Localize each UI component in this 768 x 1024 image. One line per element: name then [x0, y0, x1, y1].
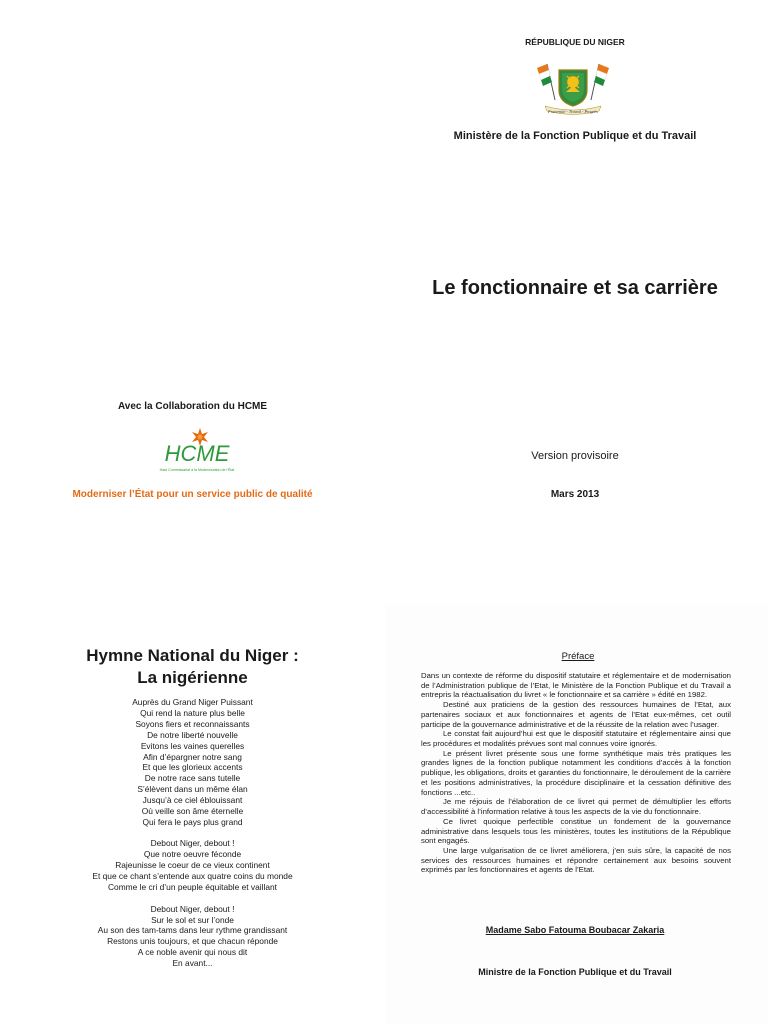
anthem-stanza-2 [60, 838, 325, 893]
anthem-verse: Rajeunisse le coeur de ce vieux continent [115, 860, 270, 871]
anthem-verse: Au son des tam-tams dans leur rythme grandissant [97, 925, 288, 936]
anthem-verse: Afin d’épargner notre sang [143, 751, 242, 762]
anthem-verse: Et que ce chant s’entende aux quatre coins du monde [92, 871, 293, 882]
anthem-stanza-3 [60, 904, 325, 969]
anthem-verse: Auprès du Grand Niger Puissant [132, 697, 253, 707]
anthem-verse: Evitons les vaines querelles [140, 740, 245, 751]
preface-paragraph: Destiné aux praticiens de la gestion des ressources humaines de l’Etat, aux partenaires sociaux et aux fonctionnaires et agents de l’Etat eux-mêmes, cet outil participe de la gouvernance administrative et de la réussite de la relation avec l’usager. [421, 700, 731, 729]
anthem-verse: A ce noble avenir qui nous dit [137, 947, 248, 958]
ministry-header: Ministère de la Fonction Publique et du Travail [453, 130, 697, 142]
hcme-logo [150, 425, 245, 477]
publication-date: Mars 2013 [550, 489, 600, 500]
anthem-verse: Restons unis toujours, et que chacun réponde [107, 936, 278, 947]
republic-name: RÉPUBLIQUE DU NIGER [525, 37, 625, 47]
preface-paragraph: Le constat fait aujourd’hui est que le dispositif statutaire et réglementaire ainsi que les procédures et modalités prévues sont mal connues voire ignorés. [421, 729, 731, 749]
anthem-verse: Que notre oeuvre féconde [143, 849, 242, 860]
anthem-lyrics [60, 697, 325, 980]
collaboration-text: Avec la Collaboration du HCME [117, 401, 268, 412]
preface-author-title: Ministre de la Fonction Publique et du Travail [478, 967, 672, 977]
anthem-verse: Qui rend la nature plus belle [140, 707, 245, 718]
preface-paragraph: Dans un contexte de réforme du dispositif statutaire et réglementaire et de modernisation de l’Administration publique de l’Etat, le Ministère de la Fonction Publique et du Travail a entrepris la réactualisation du livret « le fonctionnaire et sa carrière » édité en 1982. [421, 671, 731, 700]
preface-paragraph: Une large vulgarisation de ce livret améliorera, j’en suis sûre, la capacité de nos services des ressources humaines et répondre certainement aux besoins souvent exprimés par les fonctionnaires et agents de l’Etat. [421, 845, 731, 875]
hcme-logo-subtext: Haut Commissariat à la Modernisation de l'État [159, 468, 235, 472]
anthem-title-line1: Hymne National du Niger : [86, 646, 299, 665]
version-label: Version provisoire [531, 450, 619, 462]
emblem-motto: Fraternité - Travail - Progrès [548, 109, 598, 114]
anthem-title-line2: La nigérienne [137, 668, 248, 687]
anthem-verse: De notre liberté nouvelle [147, 729, 238, 740]
hcme-logo-text: HCME [164, 441, 230, 466]
anthem-verse: De notre race sans tutelle [144, 773, 241, 784]
anthem-verse: Et que les glorieux accents [142, 762, 243, 773]
preface-paragraph: Je me réjouis de l’élaboration de ce livret qui permet de démultiplier les efforts d’accessibilité à l’information relative à tous les aspects de la vie du fonctionnaire. [421, 797, 731, 817]
anthem-verse: En avant... [172, 958, 213, 969]
anthem-verse: Qui fera le pays plus grand [142, 816, 243, 827]
preface-body [421, 671, 731, 875]
anthem-stanza-1 [60, 697, 325, 828]
preface-paragraph: Le présent livret présente sous une forme synthétique mais très pratiques les grandes lignes de la fonction publique notamment les conditions d’accès à la fonction publique, les obligations, droits et garanties du fonctionnaire, le déroulement de la carrière et les positions administratives, la procédure disciplinaire et la cessation définitive des fonctions ...etc.. [421, 748, 731, 797]
anthem-verse: Où veille son âme éternelle [141, 806, 244, 817]
document-title: Le fonctionnaire et sa carrière [432, 277, 718, 299]
preface-title: Préface [561, 651, 595, 662]
anthem-verse: Soyons fiers et reconnaissants [135, 718, 250, 729]
coat-of-arms-icon [533, 52, 613, 118]
hcme-tagline: Moderniser l’État pour un service public de qualité [72, 489, 313, 500]
coat-of-arms-emblem [533, 52, 613, 118]
hcme-logo-icon [150, 425, 245, 477]
anthem-verse: Comme le cri d’un peuple équitable et vaillant [108, 882, 277, 893]
anthem-verse: Debout Niger, debout ! [150, 838, 235, 849]
preface-author: Madame Sabo Fatouma Boubacar Zakaria [485, 925, 665, 935]
anthem-verse: Debout Niger, debout ! [150, 903, 235, 914]
anthem-verse: Jusqu’à ce ciel éblouissant [142, 795, 243, 806]
anthem-verse: Sur le sol et sur l’onde [151, 914, 234, 925]
anthem-title [60, 645, 325, 689]
preface-paragraph: Ce livret quoique perfectible constitue un fondement de la gouvernance administrative dans lesquels tous les ministères, toutes les institutions de la République sont engagés. [421, 816, 731, 846]
anthem-verse: S’élèvent dans un même élan [137, 784, 248, 795]
